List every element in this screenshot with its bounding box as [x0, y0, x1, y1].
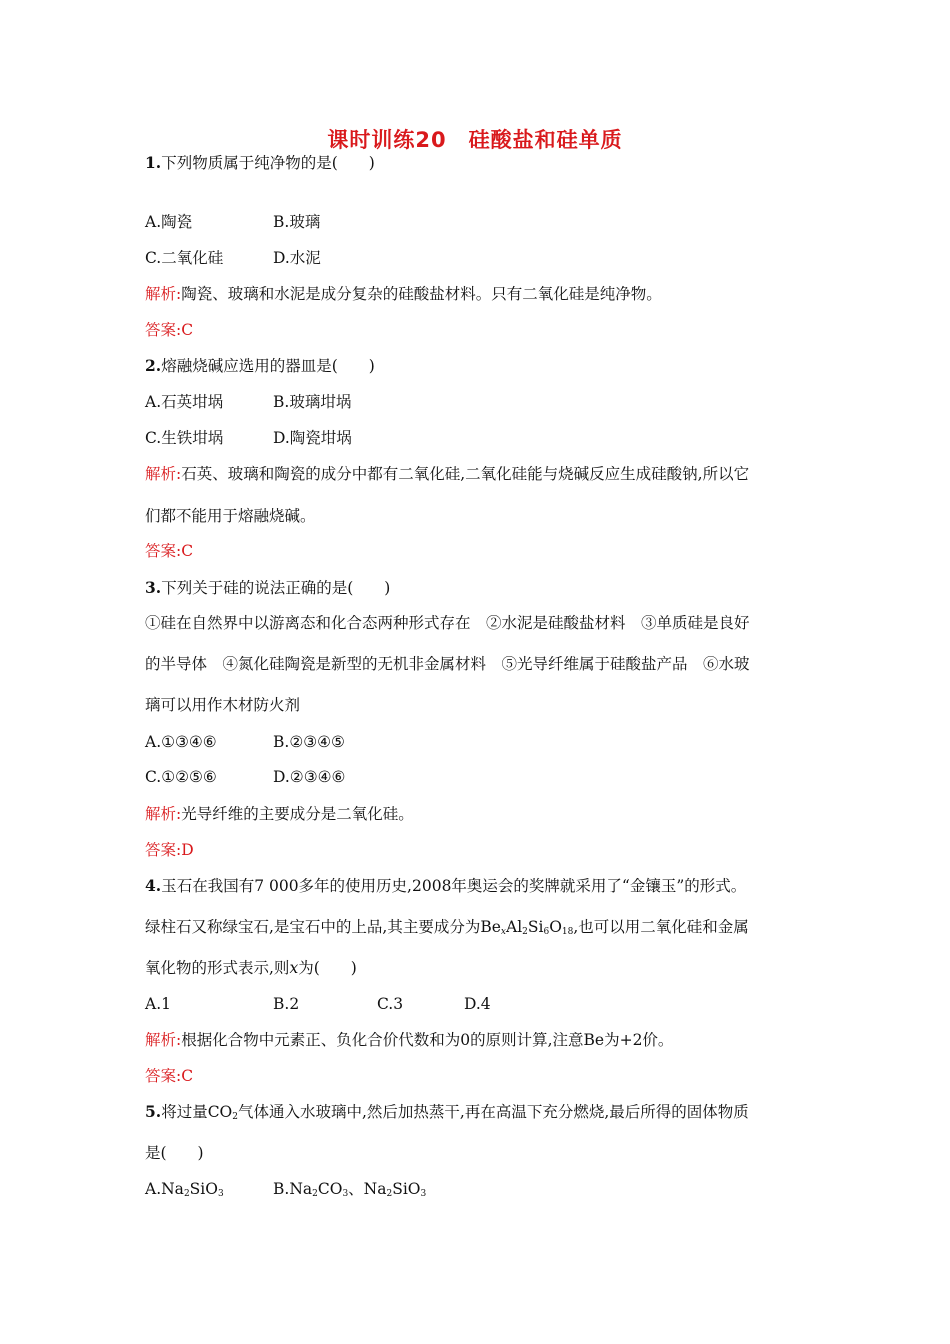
- question-4-stem-line1: [145, 875, 746, 897]
- question-4-stem-line3: [145, 957, 357, 979]
- analysis-label: 解析:: [145, 1031, 182, 1049]
- question-5-stem-line2: 是( ): [145, 1144, 204, 1162]
- option-a: [145, 1178, 273, 1200]
- subscript: 6: [543, 927, 550, 937]
- question-3-analysis: [145, 803, 414, 825]
- question-5-options: [145, 1178, 426, 1200]
- subscript: 2: [183, 1189, 190, 1199]
- question-5-stem-line1: [145, 1101, 749, 1123]
- option-b: B.2: [273, 995, 300, 1013]
- subscript: 2: [522, 927, 528, 937]
- subscript: 3: [420, 1189, 427, 1199]
- analysis-label: 解析:: [145, 465, 182, 483]
- question-number: 5.: [145, 1102, 162, 1121]
- analysis-text: 光导纤维的主要成分是二氧化硅。: [181, 805, 414, 823]
- question-text: 熔融烧碱应选用的器皿是( ): [161, 357, 375, 375]
- formula-part: B.Na: [273, 1180, 313, 1198]
- question-4-answer: 答案:C: [145, 1067, 194, 1085]
- question-3-options-row2: [145, 766, 345, 788]
- option-a: A.①③④⑥: [145, 733, 217, 751]
- question-4-options: [145, 993, 491, 1015]
- question-3-statements-line3: 璃可以用作木材防火剂: [145, 696, 301, 714]
- subscript: 2: [232, 1112, 238, 1122]
- question-3-stem: [145, 577, 390, 599]
- stem-text: 氧化物的形式表示,则: [145, 959, 290, 977]
- stem-text: 为( ): [298, 959, 357, 977]
- analysis-text: 根据化合物中元素正、负化合价代数和为0的原则计算,注意Be为+2价。: [181, 1031, 674, 1049]
- option-b: B.玻璃坩埚: [273, 393, 352, 411]
- question-number: 2.: [145, 356, 162, 375]
- subscript: x: [500, 927, 506, 937]
- option-d: D.②③④⑥: [273, 768, 346, 786]
- option-d: D.陶瓷坩埚: [273, 429, 352, 447]
- option-b: B.玻璃: [273, 213, 321, 231]
- analysis-text: 陶瓷、玻璃和水泥是成分复杂的硅酸盐材料。只有二氧化硅是纯净物。: [181, 285, 662, 303]
- analysis-text: 石英、玻璃和陶瓷的成分中都有二氧化硅,二氧化硅能与烧碱反应生成硅酸钠,所以它: [181, 465, 750, 483]
- question-2-stem: [145, 355, 375, 377]
- page-title: 课时训练20 硅酸盐和硅单质: [327, 128, 623, 152]
- question-1-options-row1: [145, 211, 320, 233]
- question-2-analysis-line1: [145, 463, 749, 485]
- option-c: C.3: [377, 995, 404, 1013]
- option-c: C.①②⑤⑥: [145, 768, 217, 786]
- subscript: 2: [312, 1189, 318, 1199]
- question-2-options-row1: [145, 391, 351, 413]
- question-4-stem-line2: [145, 916, 749, 938]
- question-1-answer: 答案:C: [145, 321, 194, 339]
- option-a: A.石英坩埚: [145, 393, 224, 411]
- question-2-answer: 答案:C: [145, 542, 194, 560]
- analysis-label: 解析:: [145, 805, 182, 823]
- question-3-statements-line1: ①硅在自然界中以游离态和化合态两种形式存在 ②水泥是硅酸盐材料 ③单质硅是良好: [145, 614, 750, 632]
- question-1-stem: [145, 152, 375, 174]
- question-number: 3.: [145, 578, 162, 597]
- stem-text: 将过量CO: [161, 1103, 233, 1121]
- stem-text: 绿柱石又称绿宝石,是宝石中的上品,其主要成分为Be: [145, 918, 501, 936]
- subscript: 3: [342, 1189, 349, 1199]
- question-1-analysis: [145, 283, 662, 305]
- formula-part: SiO: [189, 1180, 218, 1198]
- question-3-answer: 答案:D: [145, 841, 194, 859]
- option-d: D.4: [464, 995, 491, 1013]
- option-c: C.二氧化硅: [145, 249, 224, 267]
- question-2-analysis-line2: 们都不能用于熔融烧碱。: [145, 507, 316, 525]
- question-3-statements-line2: 的半导体 ④氮化硅陶瓷是新型的无机非金属材料 ⑤光导纤维属于硅酸盐产品 ⑥水玻: [145, 655, 750, 673]
- option-c: C.生铁坩埚: [145, 429, 224, 447]
- formula-part: O: [549, 918, 562, 936]
- formula-part: Si: [527, 918, 544, 936]
- question-3-options-row1: [145, 731, 345, 753]
- formula-part: Al: [506, 918, 523, 936]
- option-a: A.1: [145, 995, 171, 1013]
- stem-text: ,也可以用二氧化硅和金属: [573, 918, 749, 936]
- question-1-options-row2: [145, 247, 321, 269]
- formula-part: A.Na: [145, 1180, 184, 1198]
- formula-part: 、Na: [348, 1180, 387, 1198]
- question-text: 玉石在我国有7 000多年的使用历史,2008年奥运会的奖牌就采用了“金镶玉”的形式。: [161, 877, 747, 895]
- stem-text: 气体通入水玻璃中,然后加热蒸干,再在高温下充分燃烧,最后所得的固体物质: [238, 1103, 749, 1121]
- question-number: 1.: [145, 153, 162, 172]
- variable: x: [289, 959, 299, 977]
- formula-part: SiO: [392, 1180, 421, 1198]
- subscript: 18: [561, 927, 574, 937]
- subscript: 2: [386, 1189, 393, 1199]
- option-b: [273, 1178, 426, 1200]
- formula-part: CO: [317, 1180, 343, 1198]
- option-d: D.水泥: [273, 249, 321, 267]
- question-text: 下列关于硅的说法正确的是( ): [161, 579, 391, 597]
- analysis-label: 解析:: [145, 285, 182, 303]
- subscript: 3: [217, 1189, 224, 1199]
- question-text: 下列物质属于纯净物的是( ): [161, 154, 375, 172]
- question-2-options-row2: [145, 427, 352, 449]
- question-4-analysis: [145, 1029, 673, 1051]
- question-number: 4.: [145, 876, 162, 895]
- option-b: B.②③④⑤: [273, 733, 345, 751]
- option-a: A.陶瓷: [145, 213, 193, 231]
